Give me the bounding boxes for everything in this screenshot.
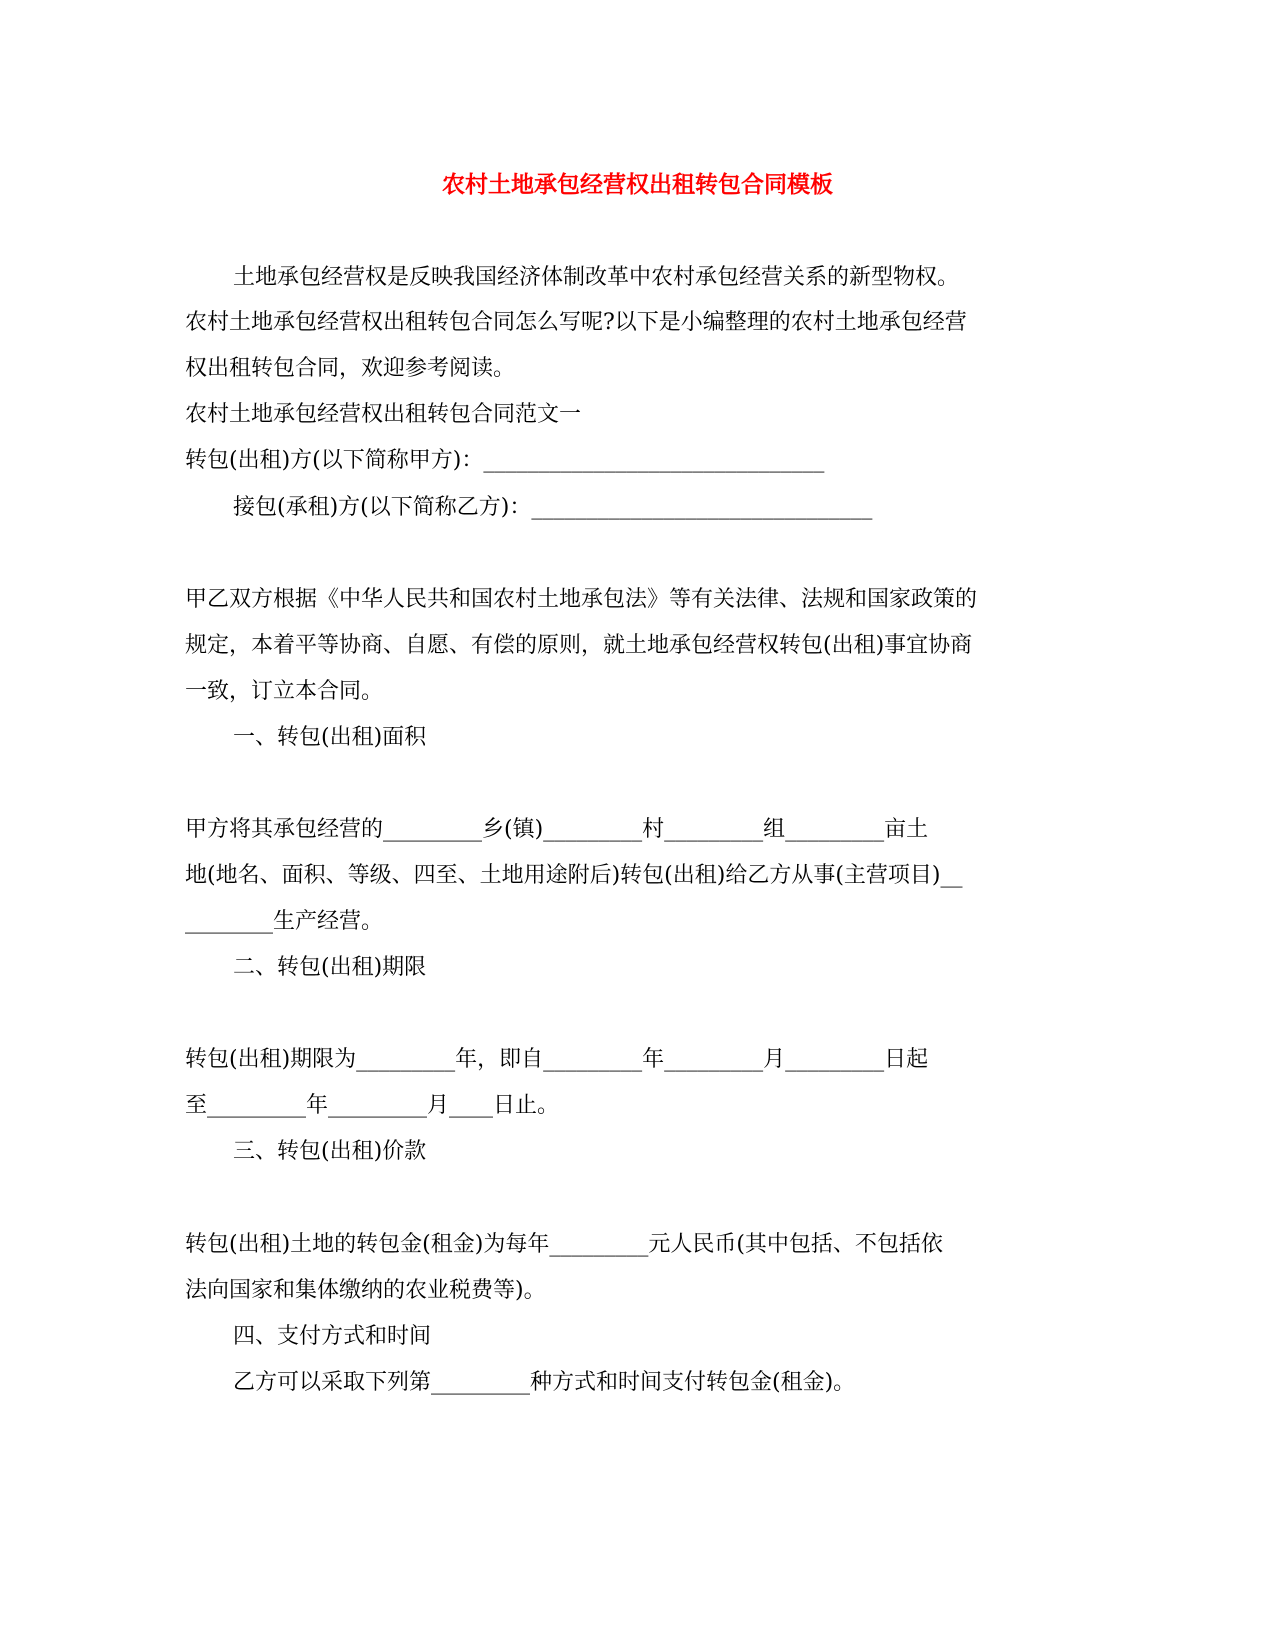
sample-heading: 农村土地承包经营权出租转包合同范文一 [185,402,582,427]
preamble-line-1: 甲乙双方根据《中华人民共和国农村土地承包法》等有关法律、法规和国家政策的 [185,587,978,612]
section-2-line-1: 转包(出租)期限为_________年，即自_________年_________月_________日起 [185,1047,929,1072]
document-title: 农村土地承包经营权出租转包合同模板 [442,172,833,198]
preamble-line-2: 规定，本着平等协商、自愿、有偿的原则，就土地承包经营权转包(出租)事宜协商 [185,633,973,658]
section-1-heading: 一、转包(出租)面积 [233,725,427,750]
intro-line-1: 土地承包经营权是反映我国经济体制改革中农村承包经营关系的新型物权。 [233,265,960,290]
party-a-line: 转包(出租)方(以下简称甲方)：_______________________________ [185,448,825,473]
section-1-line-2: 地(地名、面积、等级、四至、土地用途附后)转包(出租)给乙方从事(主营项目)__ [185,863,963,888]
section-3-heading: 三、转包(出租)价款 [233,1139,427,1164]
intro-line-2: 农村土地承包经营权出租转包合同怎么写呢?以下是小编整理的农村土地承包经营 [185,310,967,335]
party-b-line: 接包(承租)方(以下简称乙方)：_______________________________ [233,495,873,520]
section-3-line-2: 法向国家和集体缴纳的农业税费等)。 [185,1278,546,1303]
intro-line-3: 权出租转包合同，欢迎参考阅读。 [185,356,516,381]
section-1-line-3: ________生产经营。 [185,909,384,934]
section-4-line-1: 乙方可以采取下列第_________种方式和时间支付转包金(租金)。 [233,1370,856,1395]
section-2-line-2: 至_________年_________月____日止。 [185,1093,560,1118]
section-3-line-1: 转包(出租)土地的转包金(租金)为每年_________元人民币(其中包括、不包括依 [185,1232,943,1257]
preamble-line-3: 一致，订立本合同。 [185,679,384,704]
section-2-heading: 二、转包(出租)期限 [233,955,427,980]
section-4-heading: 四、支付方式和时间 [233,1324,432,1349]
section-1-line-1: 甲方将其承包经营的_________乡(镇)_________村_________组_________亩土 [185,817,929,842]
